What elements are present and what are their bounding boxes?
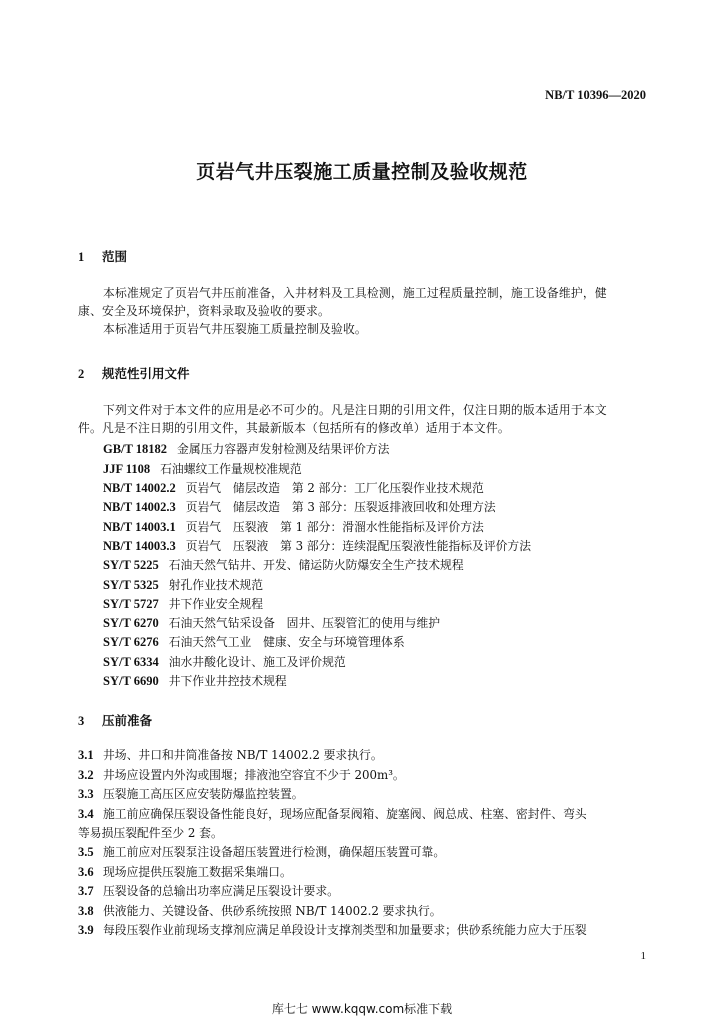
section-number: 3 bbox=[78, 714, 85, 728]
reference-item bbox=[103, 460, 302, 477]
clause-text: 压裂设备的总输出功率应满足压裂设计要求。 bbox=[103, 884, 339, 898]
clause-text: 井场应设置内外沟或围堰；排液池空容宜不少于 200m³。 bbox=[103, 768, 405, 782]
reference-item bbox=[103, 556, 464, 573]
paragraph-line: 本标准适用于页岩气井压裂施工质量控制及验收。 bbox=[103, 322, 367, 336]
reference-title: 石油天然气钻井、开发、储运防火防爆安全生产技术规程 bbox=[168, 558, 464, 572]
clause-item bbox=[78, 785, 304, 802]
reference-title: 页岩气 储层改造 第 3 部分：压裂返排液回收和处理方法 bbox=[185, 500, 496, 514]
reference-code: NB/T 14002.2 bbox=[103, 481, 176, 495]
section-title: 规范性引用文件 bbox=[102, 366, 190, 381]
clause-item bbox=[78, 902, 442, 919]
document-title: 页岩气井压裂施工质量控制及验收规范 bbox=[196, 161, 528, 183]
section-number: 2 bbox=[78, 367, 85, 381]
reference-item bbox=[103, 479, 484, 496]
reference-item bbox=[103, 498, 496, 515]
reference-code: NB/T 14003.3 bbox=[103, 539, 176, 553]
section-title: 压前准备 bbox=[102, 713, 153, 728]
clause-item bbox=[78, 805, 587, 822]
reference-item bbox=[103, 518, 484, 535]
clause-number: 3.3 bbox=[78, 787, 94, 801]
clause-number: 3.6 bbox=[78, 865, 94, 879]
clause-item bbox=[78, 746, 383, 763]
clause-number: 3.8 bbox=[78, 904, 94, 918]
reference-code: SY/T 6276 bbox=[103, 635, 159, 649]
reference-code: GB/T 18182 bbox=[103, 442, 168, 456]
reference-code: SY/T 6690 bbox=[103, 674, 159, 688]
reference-title: 页岩气 储层改造 第 2 部分：工厂化压裂作业技术规范 bbox=[185, 481, 484, 495]
section-heading bbox=[78, 247, 127, 265]
reference-code: SY/T 5325 bbox=[103, 578, 159, 592]
reference-item bbox=[103, 614, 440, 631]
clause-number: 3.7 bbox=[78, 884, 94, 898]
clause-text: 压裂施工高压区应安装防爆监控装置。 bbox=[103, 787, 304, 801]
reference-code: SY/T 6334 bbox=[103, 655, 159, 669]
reference-code: SY/T 5727 bbox=[103, 597, 159, 611]
paragraph-line: 件。凡是不注日期的引用文件，其最新版本（包括所有的修改单）适用于本文件。 bbox=[78, 421, 510, 435]
reference-title: 石油螺纹工作量规校准规范 bbox=[160, 462, 302, 476]
reference-item bbox=[103, 633, 405, 650]
paragraph-line: 康、安全及环境保护，资料录取及验收的要求。 bbox=[78, 304, 330, 318]
clause-item bbox=[78, 921, 587, 938]
paragraph-line: 本标准规定了页岩气井压前准备，入井材料及工具检测，施工过程质量控制，施工设备维护，健 bbox=[103, 286, 607, 300]
reference-title: 射孔作业技术规范 bbox=[168, 578, 264, 592]
section-heading bbox=[78, 711, 152, 729]
clause-item bbox=[78, 863, 292, 880]
reference-code: SY/T 6270 bbox=[103, 616, 159, 630]
clause-number: 3.5 bbox=[78, 845, 94, 859]
reference-item bbox=[103, 537, 531, 554]
clause-item bbox=[78, 882, 339, 899]
reference-item bbox=[103, 653, 346, 670]
reference-title: 金属压力容器声发射检测及结果评价方法 bbox=[177, 442, 390, 456]
clause-text: 施工前应对压裂泵注设备超压装置进行检测，确保超压装置可靠。 bbox=[103, 845, 446, 859]
standard-code: NB/T 10396—2020 bbox=[545, 88, 646, 102]
download-watermark: 库七七 www.kqqw.com标准下载 bbox=[271, 1002, 453, 1016]
reference-code: NB/T 14003.1 bbox=[103, 520, 176, 534]
clause-text: 每段压裂作业前现场支撑剂应满足单段设计支撑剂类型和加量要求；供砂系统能力应大于压裂 bbox=[103, 923, 587, 937]
clause-text: 施工前应确保压裂设备性能良好，现场应配备泵阀箱、旋塞阀、阀总成、柱塞、密封件、弯头 bbox=[103, 807, 587, 821]
clause-number: 3.2 bbox=[78, 768, 94, 782]
reference-item bbox=[103, 440, 389, 457]
clause-item bbox=[78, 843, 445, 860]
reference-code: JJF 1108 bbox=[103, 462, 151, 476]
clause-text: 供液能力、关键设备、供砂系统按照 NB/T 14002.2 要求执行。 bbox=[103, 904, 442, 918]
clause-text: 井场、井口和井筒准备按 NB/T 14002.2 要求执行。 bbox=[103, 748, 383, 762]
reference-title: 石油天然气工业 健康、安全与环境管理体系 bbox=[168, 635, 405, 649]
reference-code: NB/T 14002.3 bbox=[103, 500, 176, 514]
reference-title: 井下作业井控技术规程 bbox=[168, 674, 287, 688]
clause-item bbox=[78, 766, 405, 783]
clause-number: 3.1 bbox=[78, 748, 94, 762]
clause-text: 现场应提供压裂施工数据采集端口。 bbox=[103, 865, 292, 879]
reference-title: 页岩气 压裂液 第 1 部分：滑溜水性能指标及评价方法 bbox=[185, 520, 484, 534]
section-number: 1 bbox=[78, 250, 85, 264]
section-title: 范围 bbox=[102, 249, 128, 264]
reference-title: 井下作业安全规程 bbox=[168, 597, 264, 611]
clause-number: 3.9 bbox=[78, 923, 94, 937]
clause-number: 3.4 bbox=[78, 807, 94, 821]
reference-code: SY/T 5225 bbox=[103, 558, 159, 572]
reference-title: 页岩气 压裂液 第 3 部分：连续混配压裂液性能指标及评价方法 bbox=[185, 539, 532, 553]
clause-continuation: 等易损压裂配件至少 2 套。 bbox=[78, 826, 223, 840]
reference-item bbox=[103, 576, 263, 593]
section-heading bbox=[78, 364, 190, 382]
reference-item bbox=[103, 672, 287, 689]
page-number: 1 bbox=[640, 950, 646, 962]
reference-title: 石油天然气钻采设备 固井、压裂管汇的使用与维护 bbox=[168, 616, 441, 630]
reference-title: 油水井酸化设计、施工及评价规范 bbox=[168, 655, 346, 669]
paragraph-line: 下列文件对于本文件的应用是必不可少的。凡是注日期的引用文件，仅注日期的版本适用于本文 bbox=[103, 403, 607, 417]
reference-item bbox=[103, 595, 263, 612]
